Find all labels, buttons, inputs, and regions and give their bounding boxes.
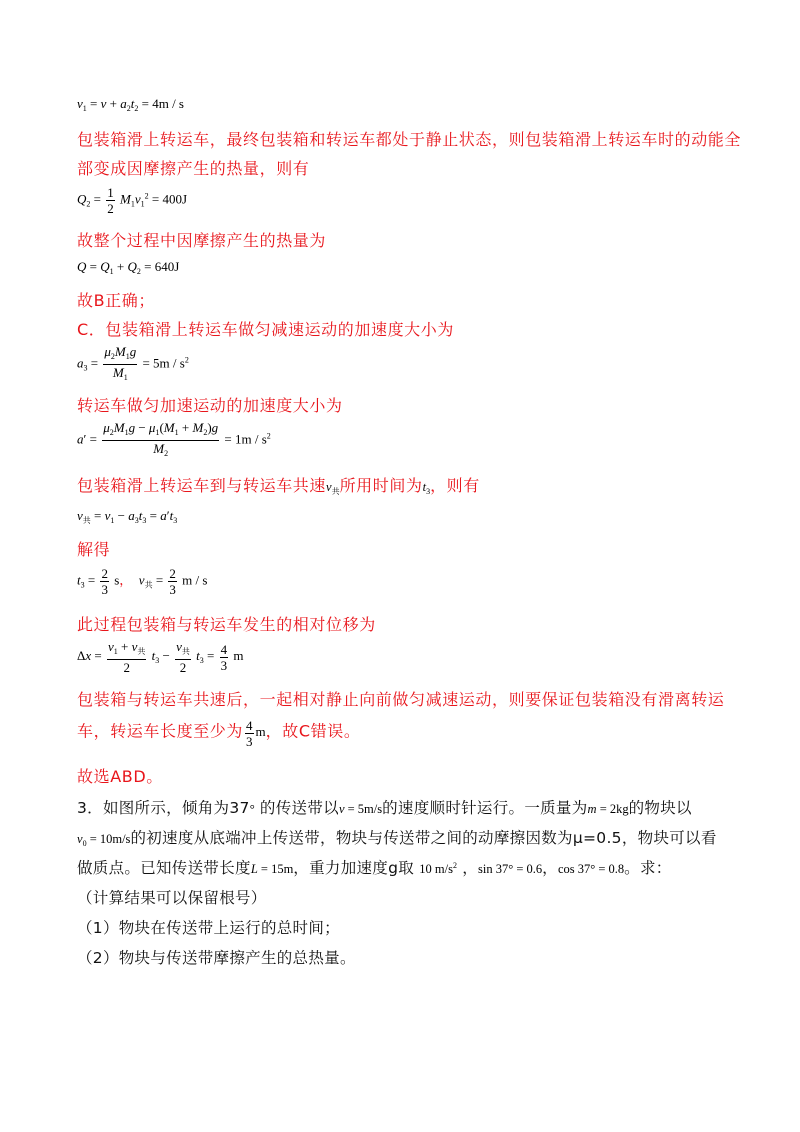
equation-a-prime: a′ = $\frac{\mu_2M_1g - \mu_1(M_1 + M_2)g}{M_2}$ = $1m / s^2$ [77, 420, 271, 461]
fraction-a3: $\frac{\mu_2M_1g}{M_1}$ [104, 344, 137, 382]
fraction-a-prime: $\frac{\mu_2M_1g - \mu_1(M_1 + M_2)g}{M_2}$ [103, 420, 219, 458]
paragraph-together: 包装箱与转运车共速后，一起相对静止向前做匀减速运动，则要保证包装箱没有滑离转运 [77, 690, 725, 709]
equation-q-total: $Q = Q_1 + Q_2 = 640J$ [77, 259, 180, 276]
fraction-half: $\frac{1}{2}$ [107, 185, 114, 216]
equation-v1: $v_1 = v + a_2t_2 = 4m / s$ [77, 96, 184, 113]
equation-t3: $t_3$ = $\frac{2}{3}$ s， $v_共$ = $\frac{2}{3}$ m / s [77, 566, 208, 597]
paragraph-b-correct: 故B正确； [77, 291, 155, 310]
equation-v-shared: $v_共 = v_1 - a_3t_3 = a't_3$ [77, 508, 178, 525]
equation-a3: $a_3$ = $\frac{\mu_2M_1g}{M_1}$ = $5m / s^2$ [77, 344, 189, 385]
question-3-line-2: $v_0 = 10m/s$的初速度从底端冲上传送带，物块与传送带之间的动摩擦因数为μ=0.5，物块可以看 [77, 829, 717, 848]
paragraph-relative-disp: 此过程包装箱与转运车发生的相对位移为 [77, 615, 376, 634]
question-3-line-3: 做质点。已知传送带长度L = 15m，重力加速度g取 10 $m/s^2$ ，sin 37° = 0.6，cos 37° = 0.8。求： [77, 859, 672, 877]
paragraph-energy-2: 部变成因摩擦产生的热量，则有 [77, 159, 310, 178]
paragraph-cart-accel: 转运车做匀加速运动的加速度大小为 [77, 396, 343, 415]
question-3-part-1: （1）物块在传送带上运行的总时间； [77, 919, 340, 937]
equation-q2: $Q_2$ = $\frac{1}{2}$ $M_1v_1^2 = 400J$ [77, 185, 187, 216]
paragraph-energy-1: 包装箱滑上转运车，最终包装箱和转运车都处于静止状态，则包装箱滑上转运车时的动能全 [77, 130, 742, 149]
paragraph-solve: 解得 [77, 540, 111, 559]
equation-delta-x: Δx = $\frac{v_1 + v_共}{2}$ $t_3$ − $\frac{v_共}{2}$ $t_3$ = $\frac{4}{3}$ m [77, 639, 244, 675]
question-3-note: （计算结果可以保留根号） [77, 889, 267, 907]
paragraph-c-heading: C．包装箱滑上转运车做匀减速运动的加速度大小为 [77, 320, 454, 339]
question-3-part-2: （2）物块与传送带摩擦产生的总热量。 [77, 949, 356, 967]
paragraph-shared-speed: 包装箱滑上转运车到与转运车共速$v_共$所用时间为$t_3$，则有 [77, 476, 480, 496]
paragraph-total-heat: 故整个过程中因摩擦产生的热量为 [77, 231, 327, 250]
question-3-line-1: 3．如图所示，倾角为37° 的传送带以v = 5m/s的速度顺时针运行。一质量为m = 2kg的物块以 [77, 799, 692, 817]
paragraph-answer: 故选ABD。 [77, 767, 163, 786]
paragraph-min-length: 车，转运车长度至少为 $\frac{4}{3}$ m，故C错误。 [77, 718, 361, 749]
